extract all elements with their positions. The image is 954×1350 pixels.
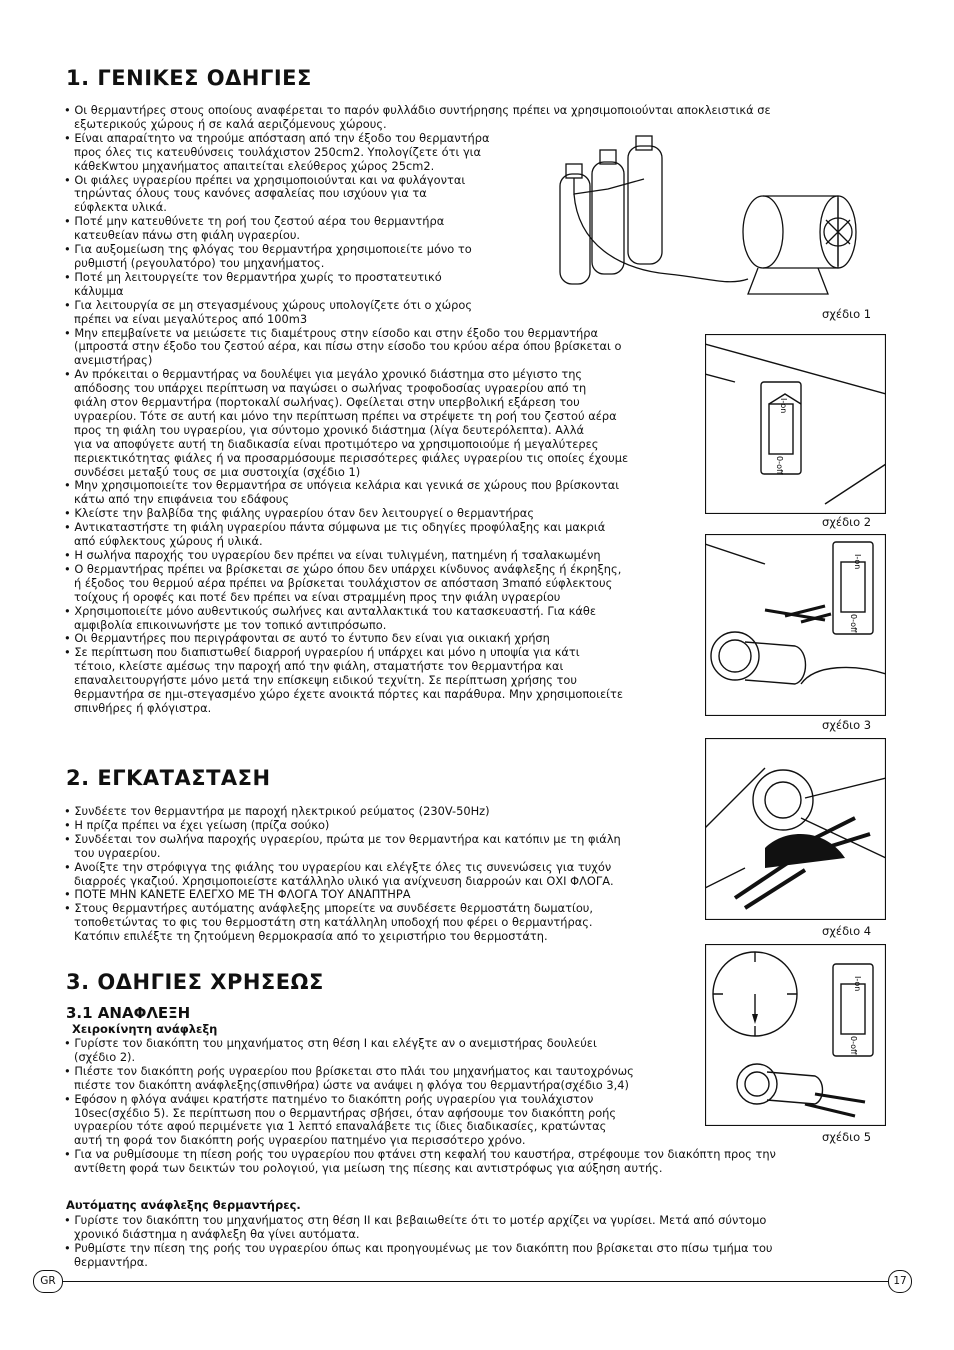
general-instruction-line: • Για λειτουργία σε μη στεγασμένους χώρους υπολογίζετε ότι ο χώρος (64, 297, 473, 312)
installation-line: διαρροές γκαζιού. Χρησιμοποιείστε κατάλληλο υλικό για ανίχνευση διαρροών και ΟΧΙ ΦΛΟΓΑ. (74, 873, 614, 888)
figure-2-caption: σχέδιο 2 (822, 515, 872, 529)
general-instruction-line: σπινθήρες ή φλόγιστρα. (74, 700, 212, 715)
general-instruction-line: • Είναι απαραίτητο να τηρούμε απόσταση από την έξοδο του θερμαντήρα (64, 130, 490, 145)
general-instruction-line: ανεμιστήρας) (74, 353, 153, 368)
ignition-line: (σχέδιο 2). (74, 1049, 136, 1064)
installation-line: του υγραερίου. (74, 845, 161, 860)
general-instruction-line: (μπροστά στην έξοδο του ζεστού αέρα, και πίσω στην είσοδο του κρύου αέρα όπου βρίσκεται ο (74, 339, 622, 354)
installation-line: τοποθετώντας το φις του θερμοστάτη στη κατάλληλη υποδοχή που φέρει ο θερμαντήρας. (74, 915, 593, 930)
ignition-line: υγραερίου τότε αφού περιμένετε για 1 λεπτό επαναλάβετε τις ίδιες διαδικασίες, κρατώντας (74, 1119, 607, 1134)
manual-ignition-title: Χειροκίνητη ανάφλεξη (72, 1022, 218, 1036)
installation-text (64, 805, 621, 944)
general-instruction-line: • Ποτέ μην κατευθύνετε τη ροή του ζεστού αέρα του θερμαντήρα (64, 214, 445, 229)
figure-2-power-switch (705, 334, 886, 514)
general-instruction-line: φιάλη στον θερμαντήρα (πορτοκαλί σωλήνας). Οφείλεται στην υπερβολική εξάρεση του (74, 395, 580, 410)
installation-line: • Στους θερμαντήρες αυτόματης ανάφλεξης μπορείτε να συνδέσετε θερμοστάτη δωματίου, (64, 901, 594, 916)
general-instruction-line: • Σε περίπτωση που διαπιστωθεί διαρροή υγραερίου ή υπάρχει και μόνο η υποψία για κάτι (64, 645, 580, 660)
switch-off-label: 0-off (775, 456, 784, 475)
general-instruction-line: κάτω από την επιφάνεια του εδάφους (74, 492, 290, 507)
general-instruction-line: για να αποφύγετε αυτή τη διαδικασία είναι προτιμότερο να χρησιμοποιούμε ή μεγαλύτερες (74, 436, 599, 451)
fig3-switch-on-label: I-on (853, 554, 862, 570)
page-number: 17 (888, 1270, 912, 1293)
general-instruction-line: • Μην επεμβαίνετε να μειώσετε τις διαμέτρους στην είσοδο και στην έξοδο του θερμαντήρα (64, 325, 598, 340)
general-instruction-line: συνδέσει μεταξύ τους σε μια συστοιχία (σχέδιο 1) (74, 464, 361, 479)
general-instruction-line: • Χρησιμοποιείτε μόνο αυθεντικούς σωλήνες και ανταλλακτικά του κατασκευαστή. Για κάθε (64, 603, 597, 618)
general-instruction-line: προς τη φιάλη του υγραερίου, για σύντομο χρονικό διάστημα (λίγα δευτερόλεπτα). Αλλά (74, 422, 584, 437)
ignition-text (64, 1037, 776, 1176)
general-instruction-line: από εύφλεκτους χώρους ή υλικά. (74, 534, 263, 549)
general-instruction-line: • Οι θερμαντήρες στους οποίους αναφέρεται το παρόν φυλλάδιο συντήρησης πρέπει να χρησιμοποιούνται αποκλειστικά σε (64, 103, 771, 117)
general-instruction-line: • Αντικαταστήστε τη φιάλη υγραερίου πάντα σύμφωνα με τις οδηγίες προφύλαξης και μακριά (64, 520, 606, 535)
section-title-usage: 3. ΟΔΗΓΙΕΣ ΧΡΗΣΕΩΣ (66, 970, 324, 994)
installation-line: • Η πρίζα πρέπει να έχει γείωση (πρίζα σούκο) (64, 817, 330, 832)
general-instruction-line: • Αν πρόκειται ο θερμαντήρας να δουλέψει για μεγάλο χρονικό διάστημα στο μέγιστο της (64, 367, 583, 382)
ignition-line: 10sec(σχέδιο 5). Σε περίπτωση που ο θερμαντήρας σβήσει, όταν αφήσουμε τον διακόπτη ροής (74, 1105, 617, 1120)
auto-ignition-title: Αυτόματης ανάφλεξης θερμαντήρες. (66, 1198, 301, 1212)
figure-5-caption: σχέδιο 5 (822, 1130, 872, 1144)
auto-ignition-line: • Ρυθμίστε την πίεση της ροής του υγραερίου όπως και προηγουμένως με τον διακόπτη που βρίσκεται στο πίσω τμήμα του (64, 1240, 773, 1255)
auto-ignition-text (64, 1214, 773, 1270)
general-instruction-line: • Οι φιάλες υγραερίου πρέπει να χρησιμοποιούνται και να φυλάγονται (64, 172, 466, 187)
section-title-installation: 2. ΕΓΚΑΤΑΣΤΑΣΗ (66, 766, 271, 790)
general-instruction-line: τηρώντας όλους τους κανόνες ασφαλείας που ισχύουν για τα (74, 186, 427, 201)
general-instruction-line: • Ποτέ μη λειτουργείτε τον θερμαντήρα χωρίς το προστατευτικό (64, 269, 442, 284)
general-instruction-line: κάθεΚwτου μηχανήματος απαιτείται ελεύθερος χώρος 25cm2. (74, 158, 435, 173)
installation-line: • Ανοίξτε την στρόφιγγα της φιάλης του υγραερίου και ελέγξτε όλες τις συνενώσεις για τυχόν (64, 859, 612, 874)
general-instruction-line: τοίχους ή οροφές και ποτέ δεν πρέπει να είναι στραμμένη προς την φιάλη υγραερίου (74, 589, 561, 604)
general-instruction-line: • Ο θερμαντήρας πρέπει να βρίσκεται σε χώρο όπου δεν υπάρχει κίνδυνος ανάφλεξης ή έκρηξης, (64, 561, 622, 576)
ignition-line: • Εφόσον η φλόγα ανάψει κρατήστε πατημένο το διακόπτη ροής υγραερίου για τουλάχιστον (64, 1091, 594, 1106)
general-instruction-line: υγραερίου. Τότε σε αυτή και μόνο την περίπτωση πρέπει να στρέψετε τη ροή του ζεστού αέρα (74, 408, 617, 423)
auto-ignition-line: θερμαντήρα. (74, 1254, 148, 1269)
general-instruction-line: επαναλειτουργήστε μόνο μετά την επίσκεψη ειδικού τεχνίτη. Σε περίπτωση χρήσης του (74, 673, 577, 688)
general-instruction-line: ρυθμιστή (ρεγουλατόρο) του μηχανήματος. (74, 255, 325, 270)
footer-rule (60, 1281, 894, 1282)
ignition-line: πιέστε τον διακόπτη ανάφλεξης(σπινθήρα) ώστε να ανάψει η φλόγα του θερμαντήρα(σχέδιο 3,4) (74, 1077, 629, 1092)
ignition-line: • Πιέστε τον διακόπτη ροής υγραερίου που βρίσκεται στο πλάι του μηχανήματος και ταυτοχρόνως (64, 1063, 634, 1078)
figure-4-caption: σχέδιο 4 (822, 924, 872, 938)
installation-line: Κατόπιν επιλέξτε τη ζητούμενη θερμοκρασία από το χειριστήριο του θερμοστάτη. (74, 929, 548, 944)
fig5-switch-off-label: 0-off (849, 1036, 858, 1055)
section-title-general: 1. ΓΕΝΙΚΕΣ ΟΔΗΓΙΕΣ (66, 66, 312, 90)
general-instruction-line: εξωτερικούς χώρους ή σε καλά αεριζόμενους χώρους. (74, 116, 387, 131)
general-instruction-line: εύφλεκτα υλικά. (74, 200, 167, 215)
subsection-title-ignition: 3.1 ΑΝΑΦΛΕΞΗ (66, 1004, 191, 1022)
ignition-line: • Για να ρυθμίσουμε τη πίεση ροής του υγραερίου που φτάνει στη κεφαλή του καυστήρα, στρέφουμε τον διακόπτη προς την (64, 1147, 776, 1162)
figure-5-hold-button-timer (705, 944, 886, 1126)
auto-ignition-line: χρονικό διάστημα η ανάφλεξη θα γίνει αυτόματα. (74, 1226, 360, 1241)
figure-4-ignition-knob (705, 738, 886, 920)
general-instruction-line: αμφιβολία επικοινωνήστε με τον τοπικό αντιπρόσωπο. (74, 617, 387, 632)
general-instruction-line: προς όλες τις κατευθύνσεις τουλάχιστον 250cm2. Υπολογίζετε ότι για (74, 144, 482, 159)
general-instruction-line: κατευθείαν πάνω στη φιάλη υγραερίου. (74, 228, 301, 243)
general-instruction-line: απόδοσης του υπάρχει περίπτωση να παγώσει ο σωλήνας τροφοδοσίας υγραερίου από τη (74, 381, 587, 396)
ignition-line: αντίθετη φορά των δεικτών του ρολογιού, για μείωση της πίεσης και αντιστρόφως για αύξηση αυτής. (74, 1161, 663, 1176)
fig5-switch-on-label: I-on (853, 976, 862, 992)
general-instruction-line: πρέπει να είναι μεγαλύτερος από 100m3 (74, 311, 308, 326)
general-instruction-line: • Οι θερμαντήρες που περιγράφονται σε αυτό το έντυπο δεν είναι για οικιακή χρήση (64, 631, 550, 646)
switch-on-label: I-on (779, 398, 788, 414)
fig3-switch-off-label: 0-off (849, 614, 858, 633)
installation-line: • Συνδέετε τον θερμαντήρα με παροχή ηλεκτρικού ρεύματος (230V-50Hz) (64, 804, 490, 818)
ignition-line: • Γυρίστε τον διακόπτη του μηχανήματος στη θέση I και ελέγξτε αν ο ανεμιστήρας δουλεύει (64, 1036, 597, 1050)
general-instruction-line: ή έξοδος του θερμού αέρα πρέπει να βρίσκεται τουλάχιστον σε απόσταση 3mαπό εύφλεκτους (74, 575, 613, 590)
figure-3-caption: σχέδιο 3 (822, 718, 872, 732)
language-badge: GR (33, 1270, 63, 1293)
general-instruction-line: θερμαντήρα σε ημι-στεγασμένο χώρο έχετε ανοικτά πόρτες και παράθυρα. Μην χρησιμοποιείτε (74, 687, 624, 702)
general-instruction-line: • Κλείστε την βαλβίδα της φιάλης υγραερίου όταν δεν λειτουργεί ο θερμαντήρας (64, 506, 535, 521)
ignition-line: αυτή τη φορά τον διακόπτη ροής υγραερίου πατημένο για περισσότερο χρόνο. (74, 1133, 526, 1148)
figure-1-gas-bottles-heater (548, 134, 888, 304)
general-instruction-line: περιεκτικότητας φιάλες ή να προσαρμόσουμε περισσότερες φιάλες υγραερίου τις οποίες έχουμε (74, 450, 629, 465)
general-instruction-line: • Μην χρησιμοποιείτε τον θερμαντήρα σε υπόγεια κελάρια και γενικά σε χώρους που βρίσκονται (64, 478, 620, 493)
general-instruction-line: τέτοιο, κλείστε αμέσως την παροχή από την φιάλη, σταματήστε τον θερμαντήρα και (74, 659, 564, 674)
auto-ignition-line: • Γυρίστε τον διακόπτη του μηχανήματος στη θέση II και βεβαιωθείτε ότι το μοτέρ αρχίζει να γυρίσει. Μετά από σύντομο (64, 1213, 767, 1227)
general-instruction-line: • Η σωλήνα παροχής του υγραερίου δεν πρέπει να είναι τυλιγμένη, πατημένη ή τσαλακωμένη (64, 548, 601, 562)
installation-line: • ΠΟΤΕ ΜΗΝ ΚΑΝΕΤΕ ΕΛΕΓΧΟ ΜΕ ΤΗ ΦΛΟΓΑ ΤΟΥ ΑΝΑΠΤΗΡΑ (64, 887, 411, 902)
general-instruction-line: • Για αυξομείωση της φλόγας του θερμαντήρα χρησιμοποιείτε μόνο το (64, 242, 472, 257)
figure-1-caption: σχέδιο 1 (822, 307, 872, 321)
general-instruction-line: κάλυμμα (74, 283, 124, 298)
figure-3-switch-and-knob (705, 534, 886, 716)
installation-line: • Συνδέεται τον σωλήνα παροχής υγραερίου, πρώτα με τον θερμαντήρα και κατόπιν με τη φιάλη (64, 831, 621, 846)
